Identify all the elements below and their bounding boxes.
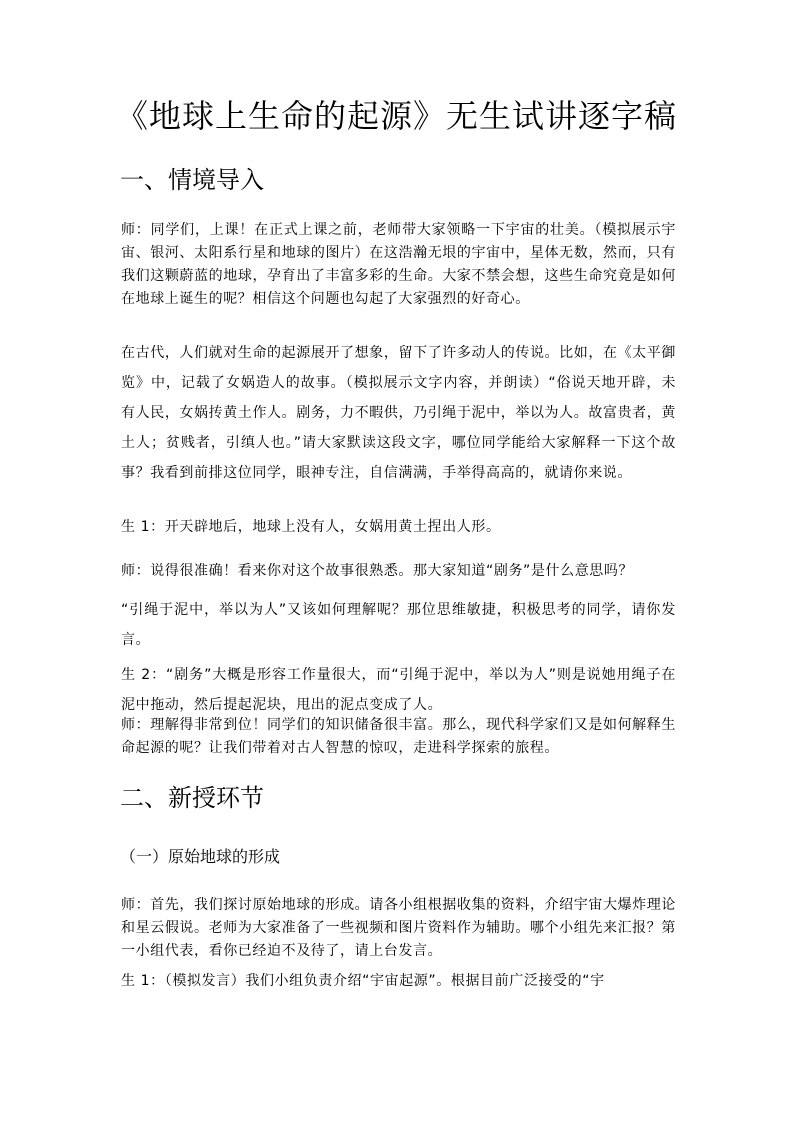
section-heading-intro: 一、情境导入	[120, 166, 264, 194]
paragraph: 师：同学们，上课！在正式上课之前，老师带大家领略一下宇宙的壮美。（模拟展示宇宙、银河、太阳系行星和地球的图片）在这浩瀚无垠的宇宙中，星体无数，然而，只有我们这颗蔚蓝的地球，孕育出了丰富多彩的生命。大家不禁会想，这些生命究竟是如何在地球上诞生的呢？相信这个问题也勾起了大家强烈的好奇心。	[121, 222, 676, 307]
paragraph: 生 1：（模拟发言）我们小组负责介绍“宇宙起源”。根据目前广泛接受的“宇	[121, 973, 605, 989]
subsection-heading: （一）原始地球的形成	[120, 847, 281, 866]
document-title: 《地球上生命的起源》无生试讲逐字稿	[115, 97, 677, 135]
paragraph: 师：理解得非常到位！同学们的知识储备很丰富。那么，现代科学家们又是如何解释生命起源的呢？让我们带着对古人智慧的惊叹，走进科学探索的旅程。	[121, 717, 676, 756]
paragraph: 师：说得很准确！看来你对这个故事很熟悉。那大家知道“剧务”是什么意思吗？	[121, 563, 634, 579]
paragraph: “引绳于泥中，举以为人”又该如何理解呢？那位思维敏捷，积极思考的同学，请你发言。	[121, 602, 676, 648]
paragraph: 师：首先，我们探讨原始地球的形成。请各小组根据收集的资料，介绍宇宙大爆炸理论和星云假说。老师为大家准备了一些视频和图片资料作为辅助。哪个小组先来汇报？第一小组代表，看你已经迫不及待了，请上台发言。	[121, 897, 676, 959]
paragraph: 生 2：“剧务”大概是形容工作量很大，而“引绳于泥中，举以为人”则是说她用绳子在泥中拖动，然后提起泥块，甩出的泥点变成了人。	[121, 667, 676, 713]
section-heading-new-lesson: 二、新授环节	[120, 784, 264, 812]
paragraph: 在古代，人们就对生命的起源展开了想象，留下了许多动人的传说。比如，在《太平御览》中，记载了女娲造人的故事。（模拟展示文字内容，并朗读）“俗说天地开辟，未有人民，女娲抟黄土作人。剧务，力不暇供，乃引绳于泥中，举以为人。故富贵者，黄土人；贫贱者，引缜人也。”请大家默读这段文字，哪位同学能给大家解释一下这个故事？我看到前排这位同学，眼神专注，自信满满，手举得高高的，就请你来说。	[121, 345, 676, 481]
paragraph: 生 1：开天辟地后，地球上没有人，女娲用黄土捏出人形。	[121, 519, 501, 535]
